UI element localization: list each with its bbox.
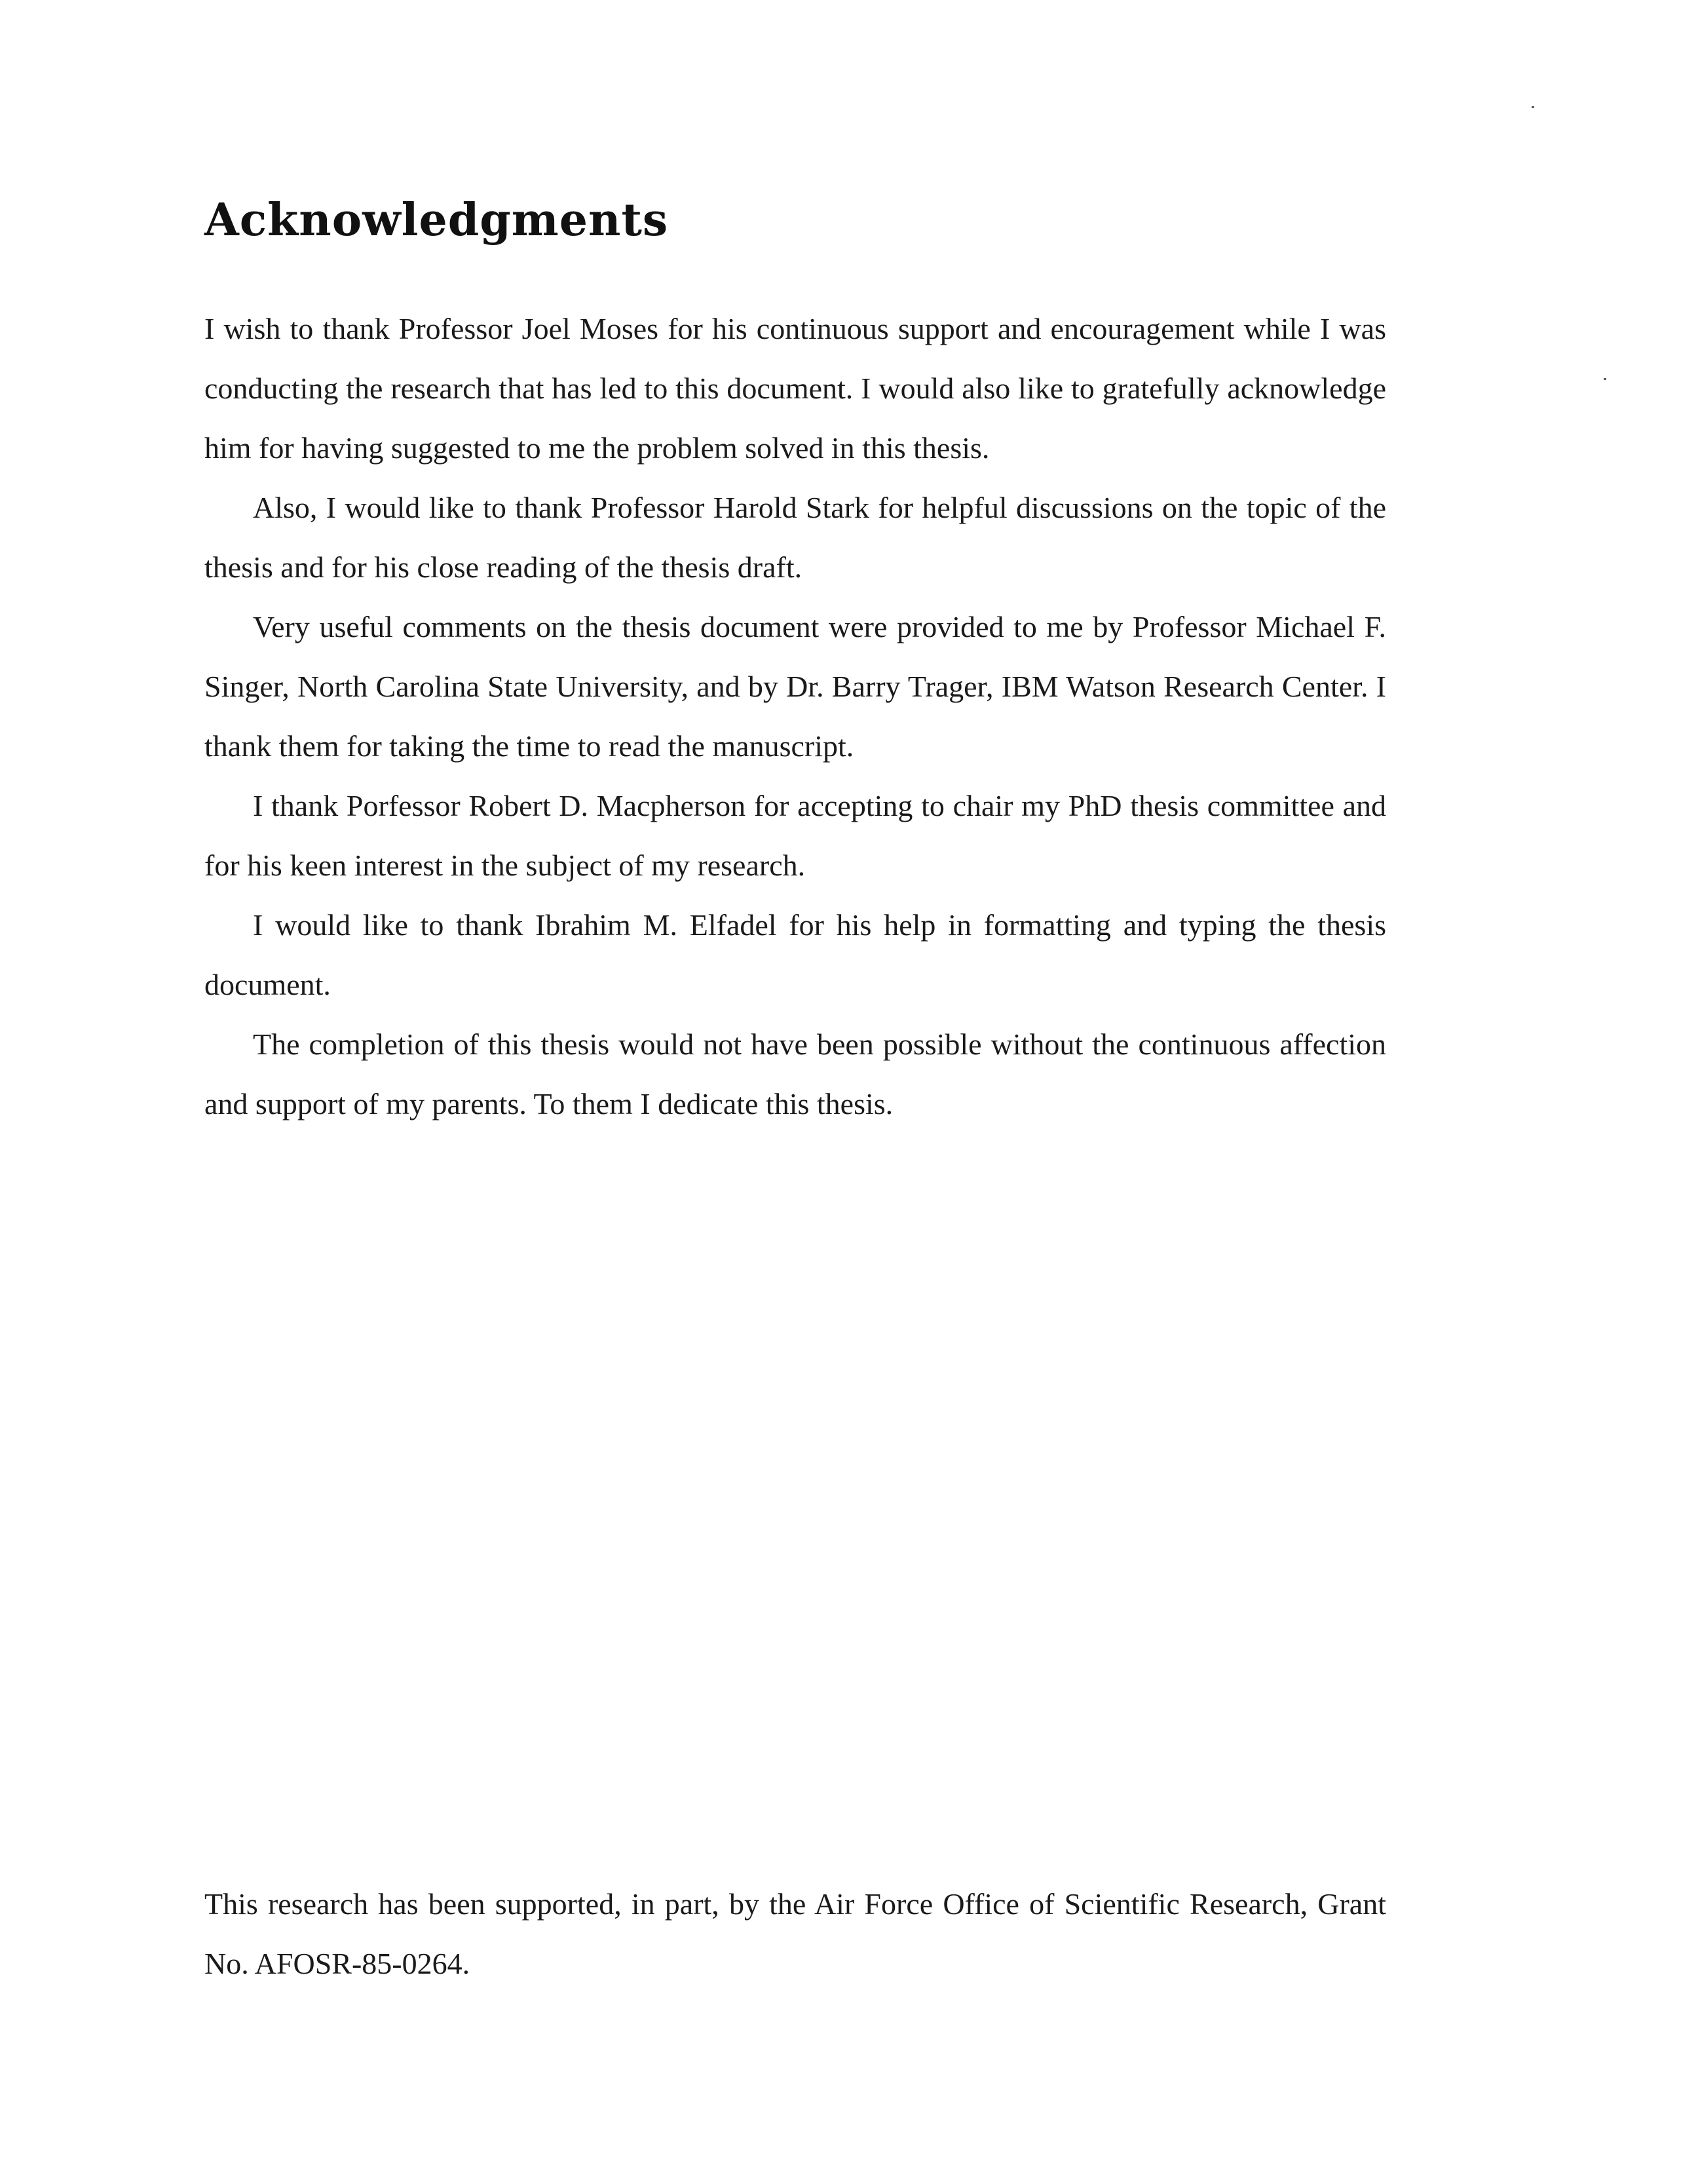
acknowledgments-body	[204, 299, 1386, 1134]
scan-speck	[1532, 106, 1534, 108]
scan-speck	[1604, 378, 1606, 380]
paragraph-macpherson: I thank Porfessor Robert D. Macpherson for accepting to chair my PhD thesis committee and for his keen interest in the subject of my research.	[204, 789, 1386, 882]
paragraph-harold-stark: Also, I would like to thank Professor Harold Stark for helpful discussions on the topic of the thesis and for his close reading of the thesis draft.	[204, 491, 1386, 584]
funding-note: This research has been supported, in part, by the Air Force Office of Scientific Research, Grant No. AFOSR-85-0264.	[204, 1887, 1386, 1980]
paragraph-singer-trager: Very useful comments on the thesis document were provided to me by Professor Michael F. Singer, North Carolina State University, and by Dr. Barry Trager, IBM Watson Research Center. I thank them for taking the time to read the manuscript.	[204, 610, 1386, 763]
page-title: Acknowledgments	[204, 194, 669, 246]
paragraph-parents: The completion of this thesis would not have been possible without the continuous affection and support of my parents. To them I dedicate this thesis.	[204, 1027, 1386, 1121]
paragraph-joel-moses: I wish to thank Professor Joel Moses for his continuous support and encouragement while I was conducting the research that has led to this document. I would also like to gratefully acknowledge him for having suggested to me the problem solved in this thesis.	[204, 312, 1386, 465]
paragraph-elfadel: I would like to thank Ibrahim M. Elfadel for his help in formatting and typing the thesis document.	[204, 908, 1386, 1001]
